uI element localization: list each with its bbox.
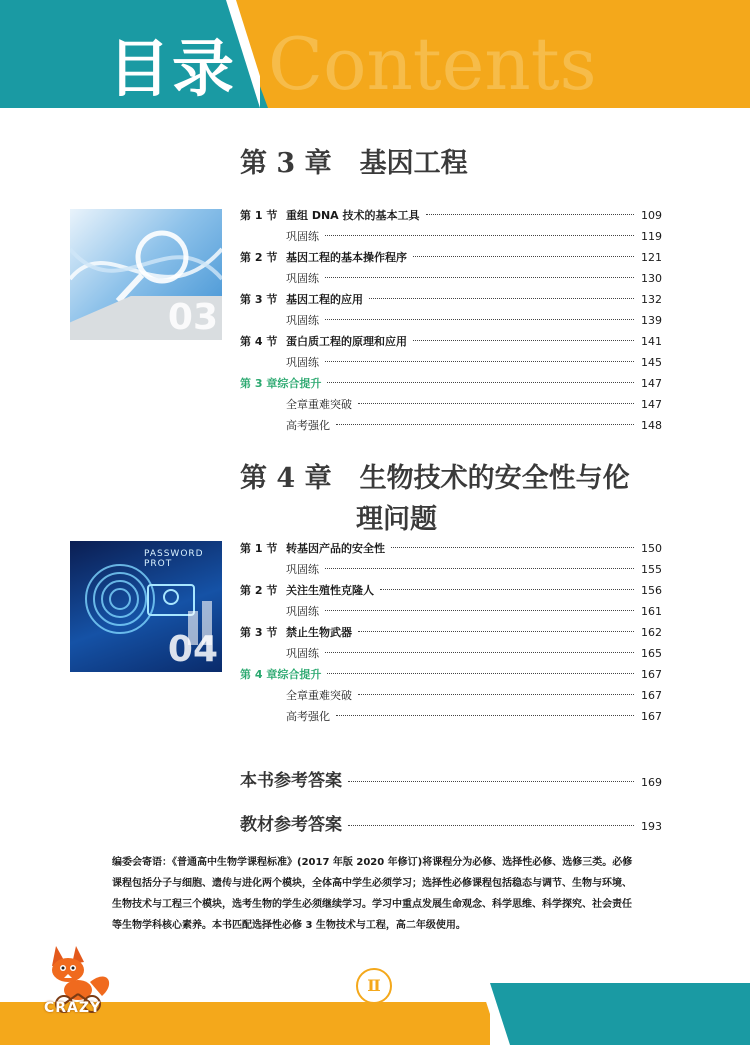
chapter-image-number: 04	[167, 629, 218, 670]
page-number: 161	[641, 605, 662, 618]
page-number: 147	[641, 398, 662, 411]
leader-dots	[426, 214, 634, 215]
leader-dots	[325, 277, 634, 278]
page-number: 150	[641, 542, 662, 555]
toc-row[interactable]	[240, 311, 662, 331]
toc-row[interactable]	[240, 395, 662, 415]
leader-dots	[336, 424, 634, 425]
section-title: 第 3 章综合提升	[240, 377, 322, 390]
section-title: 巩固练	[286, 356, 319, 369]
chapter-4-image	[70, 541, 222, 672]
answers-title: 本书参考答案	[240, 771, 342, 791]
answers-title: 教材参考答案	[240, 815, 342, 835]
chapter-title: 基因工程	[359, 148, 468, 179]
toc-row[interactable]	[240, 269, 662, 289]
page-number: 145	[641, 356, 662, 369]
page-number: 109	[641, 209, 662, 222]
section-title: 全章重难突破	[286, 689, 352, 702]
leader-dots	[358, 631, 634, 632]
section-title: 蛋白质工程的原理和应用	[286, 335, 407, 348]
page-title: 目录	[108, 32, 237, 105]
answers-row-textbook[interactable]	[240, 810, 662, 838]
section-title: 巩固练	[286, 647, 319, 660]
leader-dots	[369, 298, 634, 299]
section-title: 巩固练	[286, 563, 319, 576]
toc-row[interactable]	[240, 686, 662, 706]
page-number: 193	[641, 820, 662, 833]
section-title: 基因工程的基本操作程序	[286, 251, 407, 264]
answers-row-book[interactable]	[240, 766, 662, 794]
section-title: 转基因产品的安全性	[286, 542, 385, 555]
page-number: 167	[641, 710, 662, 723]
section-label: 第 3 节	[240, 293, 278, 306]
chapter-4-heading	[240, 461, 630, 497]
section-title: 禁止生物武器	[286, 626, 352, 639]
page-number: 119	[641, 230, 662, 243]
toc-row[interactable]	[240, 539, 662, 559]
section-label: 第 4 节	[240, 335, 278, 348]
section-label: 第 1 节	[240, 542, 278, 555]
toc-row[interactable]	[240, 623, 662, 643]
section-title: 高考强化	[286, 710, 330, 723]
header-watermark: Contents	[268, 22, 597, 106]
leader-dots	[391, 547, 634, 548]
leader-dots	[327, 673, 634, 674]
toc-row[interactable]	[240, 227, 662, 247]
section-label: 第 1 节	[240, 209, 278, 222]
leader-dots	[336, 715, 634, 716]
toc-row[interactable]	[240, 290, 662, 310]
section-title: 巩固练	[286, 314, 319, 327]
page-number-badge: Ⅱ	[356, 968, 392, 1004]
toc-row[interactable]	[240, 248, 662, 268]
toc-row[interactable]	[240, 206, 662, 226]
leader-dots	[348, 781, 634, 782]
page-number: 132	[641, 293, 662, 306]
chapter-title-continued: 理问题	[356, 504, 437, 535]
page-number: 139	[641, 314, 662, 327]
footer-teal-block	[488, 983, 750, 1045]
toc-row[interactable]	[240, 644, 662, 664]
leader-dots	[413, 340, 634, 341]
section-title: 巩固练	[286, 230, 319, 243]
leader-dots	[325, 610, 634, 611]
chapter-image-number: 03	[167, 297, 218, 338]
section-title: 重组 DNA 技术的基本工具	[286, 209, 420, 222]
page-number: 169	[641, 776, 662, 789]
page-number: 130	[641, 272, 662, 285]
leader-dots	[325, 361, 634, 362]
page-number: 165	[641, 647, 662, 660]
section-title: 巩固练	[286, 605, 319, 618]
section-label: 第 3 节	[240, 626, 278, 639]
page-number: 155	[641, 563, 662, 576]
toc-row[interactable]	[240, 602, 662, 622]
chapter-title: 生物技术的安全性与伦	[359, 463, 630, 494]
leader-dots	[327, 382, 634, 383]
page-number: 141	[641, 335, 662, 348]
page-number: 167	[641, 689, 662, 702]
section-title: 关注生殖性克隆人	[286, 584, 374, 597]
chapter-3-image	[70, 209, 222, 340]
chapter-number: 第 3 章	[240, 148, 332, 179]
page-number: 147	[641, 377, 662, 390]
section-title: 高考强化	[286, 419, 330, 432]
password-banner-text: PASSWORD PROT	[144, 549, 204, 569]
leader-dots	[413, 256, 634, 257]
section-title: 巩固练	[286, 272, 319, 285]
leader-dots	[325, 235, 634, 236]
toc-row-chapter-review[interactable]	[240, 665, 662, 685]
leader-dots	[325, 652, 634, 653]
leader-dots	[358, 403, 634, 404]
toc-row[interactable]	[240, 560, 662, 580]
editorial-note: 编委会寄语：《普通高中生物学课程标准》(2017 年版 2020 年修订)将课程分为必修、选择性必修、选修三类。必修课程包括分子与细胞、遗传与进化两个模块，全体高中学生必须学习；选择性必修课程包括稳态与调节、生物与环境、生物技术与工程三个模块，选考生物的学生必须继续学习。学习中重点发展生命观念、科学思维、科学探究、社会责任等生物学科核心素养。本书匹配选择性必修 3 生物技术与工程，高二年级使用。	[112, 857, 633, 931]
toc-row[interactable]	[240, 353, 662, 373]
leader-dots	[348, 825, 634, 826]
section-title: 基因工程的应用	[286, 293, 363, 306]
leader-dots	[325, 319, 634, 320]
toc-row[interactable]	[240, 416, 662, 436]
page-number: 156	[641, 584, 662, 597]
leader-dots	[380, 589, 634, 590]
section-title: 第 4 章综合提升	[240, 668, 322, 681]
section-label: 第 2 节	[240, 251, 278, 264]
section-title: 全章重难突破	[286, 398, 352, 411]
toc-row-chapter-review[interactable]	[240, 374, 662, 394]
section-label: 第 2 节	[240, 584, 278, 597]
mascot-label: CRAZY	[44, 1000, 102, 1016]
page-number: 121	[641, 251, 662, 264]
page-number: 148	[641, 419, 662, 432]
leader-dots	[358, 694, 634, 695]
chapter-number: 第 4 章	[240, 463, 332, 494]
chapter-3-heading	[240, 146, 468, 182]
toc-row[interactable]	[240, 581, 662, 601]
page-number: 167	[641, 668, 662, 681]
leader-dots	[325, 568, 634, 569]
toc-row[interactable]	[240, 707, 662, 727]
page-number: 162	[641, 626, 662, 639]
toc-row[interactable]	[240, 332, 662, 352]
